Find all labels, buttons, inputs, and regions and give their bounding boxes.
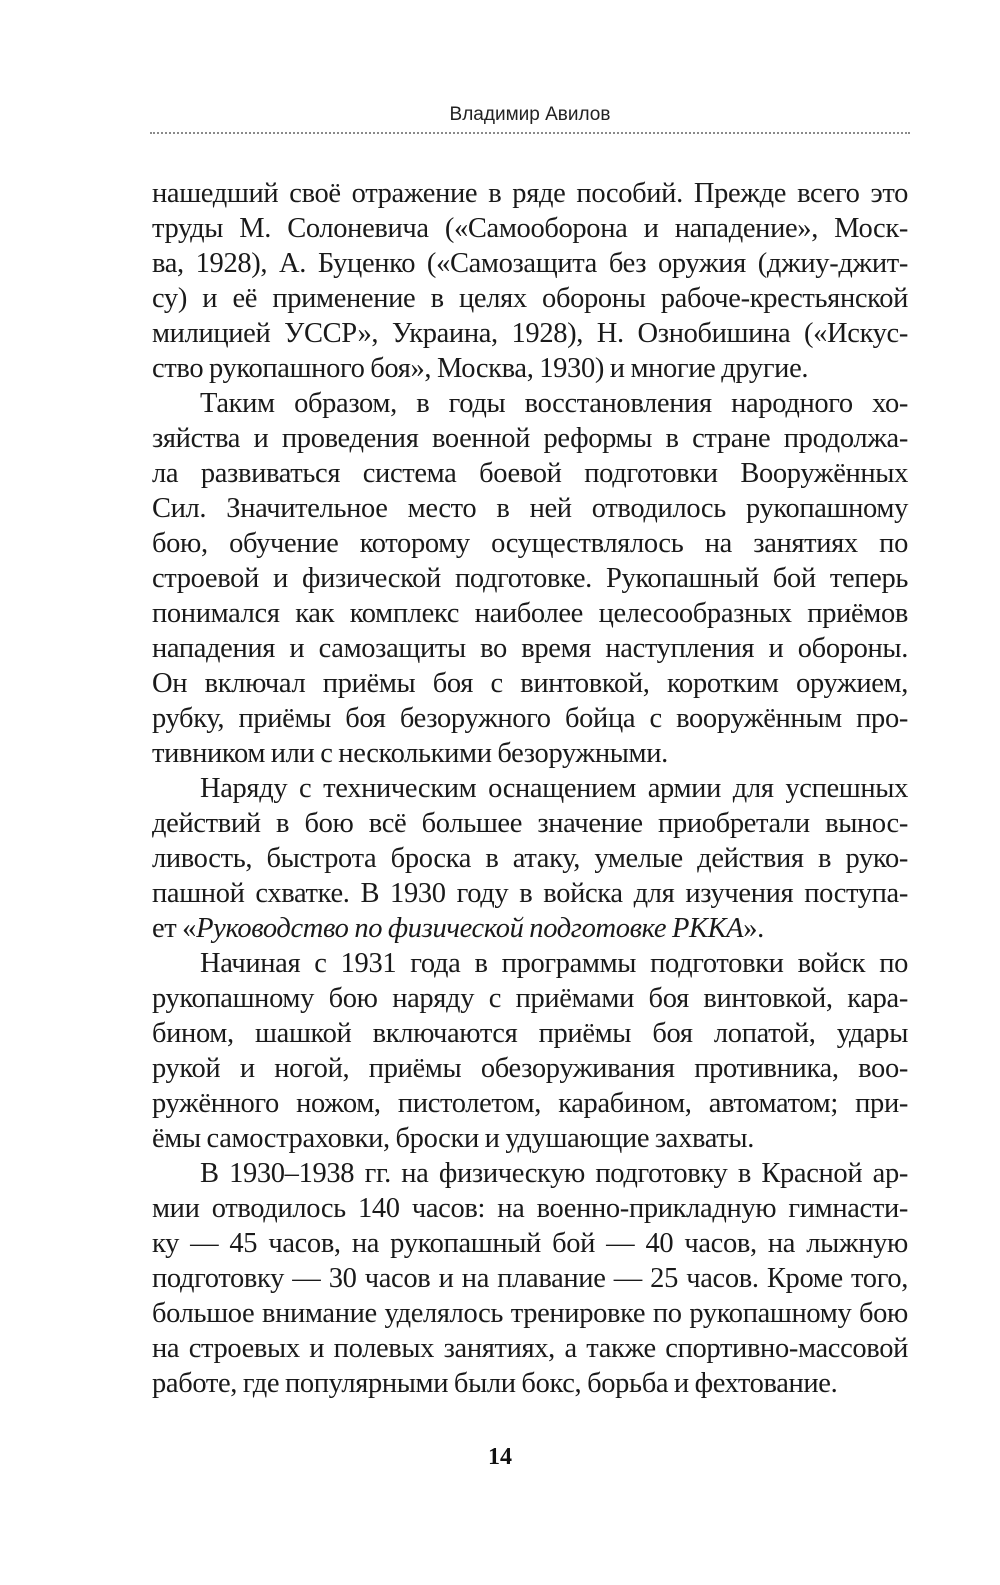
text-line: ружённого ножом, пистолетом, карабином, автоматом; при-: [152, 1088, 908, 1119]
text-line: рукопашному бою наряду с приёмами боя винтовкой, кара-: [152, 983, 908, 1014]
text-line: ёмы самостраховки, броски и удушающие захваты.: [152, 1123, 754, 1154]
text-line: большое внимание уделялось тренировке по рукопашному бою: [152, 1298, 908, 1329]
text-line: нападения и самозащиты во время наступления и обороны.: [152, 633, 908, 664]
text-fragment: ет «: [152, 913, 197, 944]
body-text: [152, 176, 908, 1401]
text-line: строевой и физической подготовке. Рукопашный бой теперь: [152, 563, 908, 594]
text-line: Сил. Значительное место в ней отводилось рукопашному: [152, 493, 908, 524]
text-line: ливость, быстрота броска в атаку, умелые действия в руко-: [152, 843, 908, 874]
text-fragment: ».: [743, 913, 764, 944]
text-line: бою, обучение которому осуществлялось на занятиях по: [152, 528, 908, 559]
text-line: Он включал приёмы боя с винтовкой, коротким оружием,: [152, 668, 908, 699]
text-line: Начиная с 1931 года в программы подготовки войск по: [200, 948, 908, 979]
text-line: работе, где популярными были бокс, борьба и фехтование.: [152, 1368, 838, 1399]
text-line: на строевых и полевых занятиях, а также спортивно-массовой: [152, 1333, 908, 1364]
text-line: тивником или с несколькими безоружными.: [152, 738, 668, 769]
running-header: Владимир Авилов: [449, 104, 611, 125]
text-line: рукой и ногой, приёмы обезоруживания противника, воо-: [152, 1053, 908, 1084]
text-line: су) и её применение в целях обороны рабоче-крестьянской: [152, 283, 908, 314]
text-line: нашедший своё отражение в ряде пособий. Прежде всего это: [152, 178, 908, 209]
text-line: [152, 911, 908, 946]
page-number: 14: [488, 1444, 512, 1470]
text-line: ва, 1928), А. Буценко («Самозащита без оружия (джиу-джит-: [152, 248, 908, 279]
text-line: В 1930–1938 гг. на физическую подготовку в Красной ар-: [200, 1158, 908, 1189]
text-line: подготовку — 30 часов и на плавание — 25 часов. Кроме того,: [152, 1263, 908, 1294]
text-line: ство рукопашного боя», Москва, 1930) и многие другие.: [152, 353, 809, 384]
text-line: понимался как комплекс наиболее целесообразных приёмов: [152, 598, 908, 629]
text-line: действий в бою всё большее значение приобретали вынос-: [152, 808, 908, 839]
text-line: бином, шашкой включаются приёмы боя лопатой, удары: [152, 1018, 908, 1049]
text-line: мии отводилось 140 часов: на военно-прикладную гимнасти-: [152, 1193, 908, 1224]
text-line: рубку, приёмы боя безоружного бойца с вооружённым про-: [152, 703, 908, 734]
text-line: Таким образом, в годы восстановления народного хо-: [200, 388, 908, 419]
text-line: зяйства и проведения военной реформы в стране продолжа-: [152, 423, 908, 454]
text-line: пашной схватке. В 1930 году в войска для изучения поступа-: [152, 878, 908, 909]
book-title-italic: Руководство по физической подготовке РККА: [196, 913, 744, 944]
text-line: милицией УССР», Украина, 1928), Н. Ознобишина («Искус-: [152, 318, 908, 349]
text-line: Наряду с техническим оснащением армии для успешных: [200, 773, 908, 804]
text-line: ла развиваться система боевой подготовки Вооружённых: [152, 458, 908, 489]
text-line: ку — 45 часов, на рукопашный бой — 40 часов, на лыжную: [152, 1228, 908, 1259]
header-divider: [150, 132, 910, 134]
text-line: труды М. Солоневича («Самооборона и нападение», Моск-: [152, 213, 908, 244]
